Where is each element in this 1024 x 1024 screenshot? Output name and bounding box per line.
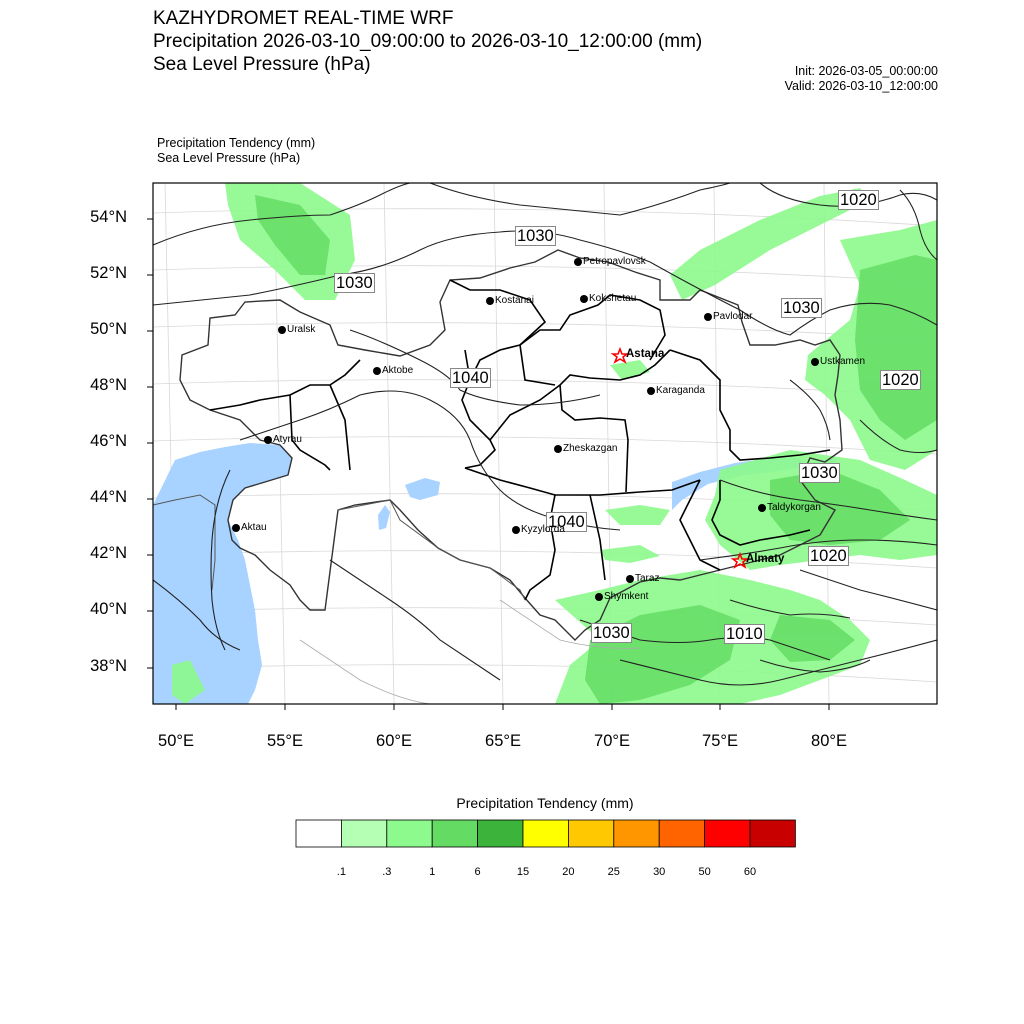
panel-subtitle-precip: Precipitation Tendency (mm) bbox=[157, 136, 316, 150]
city-marker-kostanai bbox=[486, 297, 494, 305]
city-label-taraz: Taraz bbox=[635, 573, 660, 584]
lon-label-75e: 75°E bbox=[702, 732, 738, 750]
city-marker-taldykorgan bbox=[758, 504, 766, 512]
city-marker-kokshetau bbox=[580, 295, 588, 303]
colorbar-tick-label: .3 bbox=[382, 866, 392, 878]
lon-label-55e: 55°E bbox=[267, 732, 303, 750]
city-label-astana: Astana bbox=[626, 348, 665, 360]
colorbar bbox=[296, 820, 795, 847]
city-label-karaganda: Karaganda bbox=[656, 385, 705, 396]
lat-label-50n: 50°N bbox=[90, 320, 127, 338]
colorbar-box-0 bbox=[296, 820, 341, 847]
city-marker-zheskazgan bbox=[554, 445, 562, 453]
city-marker-petropavlovsk bbox=[574, 258, 582, 266]
city-marker-atyrau bbox=[264, 436, 272, 444]
colorbar-box-7 bbox=[614, 820, 659, 847]
contour-label-1020-ne: 1020 bbox=[840, 191, 877, 209]
colorbar-box-8 bbox=[659, 820, 704, 847]
lon-label-65e: 65°E bbox=[485, 732, 521, 750]
colorbar-tick-label: 1 bbox=[429, 866, 436, 878]
colorbar-box-1 bbox=[341, 820, 386, 847]
city-label-atyrau: Atyrau bbox=[273, 434, 302, 445]
contour-label-1030-south: 1030 bbox=[593, 624, 630, 642]
lat-label-54n: 54°N bbox=[90, 208, 127, 226]
colorbar-box-5 bbox=[523, 820, 568, 847]
contour-label-1030-se: 1030 bbox=[801, 464, 838, 482]
city-label-aktobe: Aktobe bbox=[382, 365, 414, 376]
contour-label-1040-south: 1040 bbox=[548, 513, 585, 531]
contour-label-1020-east: 1020 bbox=[882, 371, 919, 389]
lon-label-50e: 50°E bbox=[158, 732, 194, 750]
map-title: KAZHYDROMET REAL-TIME WRF bbox=[153, 8, 454, 29]
lat-label-40n: 40°N bbox=[90, 600, 127, 618]
lon-label-70e: 70°E bbox=[594, 732, 630, 750]
contour-label-1020-se: 1020 bbox=[810, 547, 847, 565]
colorbar-box-10 bbox=[750, 820, 795, 847]
contour-label-1030-west: 1030 bbox=[336, 274, 373, 292]
lat-label-46n: 46°N bbox=[90, 432, 127, 450]
city-label-petropavlovsk: Petropavlovsk bbox=[583, 256, 646, 267]
city-label-zheskazgan: Zheskazgan bbox=[563, 443, 618, 454]
lat-label-48n: 48°N bbox=[90, 376, 127, 394]
city-marker-aktau bbox=[232, 524, 240, 532]
lat-label-44n: 44°N bbox=[90, 488, 127, 506]
contour-label-1010: 1010 bbox=[726, 625, 763, 643]
city-marker-uralsk bbox=[278, 326, 286, 334]
city-label-shymkent: Shymkent bbox=[604, 591, 649, 602]
city-label-taldykorgan: Taldykorgan bbox=[767, 502, 821, 513]
city-marker-aktobe bbox=[373, 367, 381, 375]
city-marker-ustkamen bbox=[811, 358, 819, 366]
city-marker-karaganda bbox=[647, 387, 655, 395]
colorbar-box-6 bbox=[568, 820, 613, 847]
contour-label-1030-north: 1030 bbox=[517, 227, 554, 245]
valid-time: Valid: 2026-03-10_12:00:00 bbox=[784, 79, 938, 93]
contour-label-1030-east: 1030 bbox=[783, 299, 820, 317]
city-label-uralsk: Uralsk bbox=[287, 324, 316, 335]
city-label-aktau: Aktau bbox=[241, 522, 267, 533]
colorbar-tick-label: 20 bbox=[562, 866, 575, 878]
city-label-kokshetau: Kokshetau bbox=[589, 293, 637, 304]
colorbar-tick-label: 30 bbox=[653, 866, 666, 878]
city-label-kyzylorda: Kyzylorda bbox=[521, 524, 565, 535]
panel-subtitle-slp: Sea Level Pressure (hPa) bbox=[157, 151, 301, 165]
city-label-pavlodar: Pavlodar bbox=[713, 311, 753, 322]
lon-label-60e: 60°E bbox=[376, 732, 412, 750]
lat-label-52n: 52°N bbox=[90, 264, 127, 282]
city-label-almaty: Almaty bbox=[746, 553, 785, 565]
lat-label-42n: 42°N bbox=[90, 544, 127, 562]
colorbar-box-4 bbox=[478, 820, 523, 847]
colorbar-tick-label: 6 bbox=[474, 866, 481, 878]
colorbar-tick-label: 60 bbox=[743, 866, 757, 878]
colorbar-box-2 bbox=[387, 820, 432, 847]
colorbar-tick-label: 25 bbox=[607, 866, 620, 878]
init-time: Init: 2026-03-05_00:00:00 bbox=[794, 64, 938, 78]
city-marker-taraz bbox=[626, 575, 634, 583]
city-label-kostanai: Kostanai bbox=[495, 295, 534, 306]
colorbar-title: Precipitation Tendency (mm) bbox=[456, 795, 634, 811]
colorbar-box-9 bbox=[705, 820, 750, 847]
colorbar-tick-label: 50 bbox=[698, 866, 711, 878]
colorbar-tick-label: 15 bbox=[516, 866, 530, 878]
lon-label-80e: 80°E bbox=[811, 732, 847, 750]
city-label-ustkamen: Ustkamen bbox=[820, 356, 866, 367]
colorbar-box-3 bbox=[432, 820, 477, 847]
city-marker-kyzylorda bbox=[512, 526, 520, 534]
city-marker-pavlodar bbox=[704, 313, 712, 321]
precip-period-subtitle: Precipitation 2026-03-10_09:00:00 to 2026-03-10_12:00:00 (mm) bbox=[153, 31, 703, 52]
contour-label-1040-central: 1040 bbox=[452, 369, 489, 387]
lat-label-38n: 38°N bbox=[90, 657, 127, 675]
city-marker-shymkent bbox=[595, 593, 603, 601]
slp-subtitle: Sea Level Pressure (hPa) bbox=[153, 54, 371, 75]
colorbar-tick-label: .1 bbox=[336, 866, 346, 878]
